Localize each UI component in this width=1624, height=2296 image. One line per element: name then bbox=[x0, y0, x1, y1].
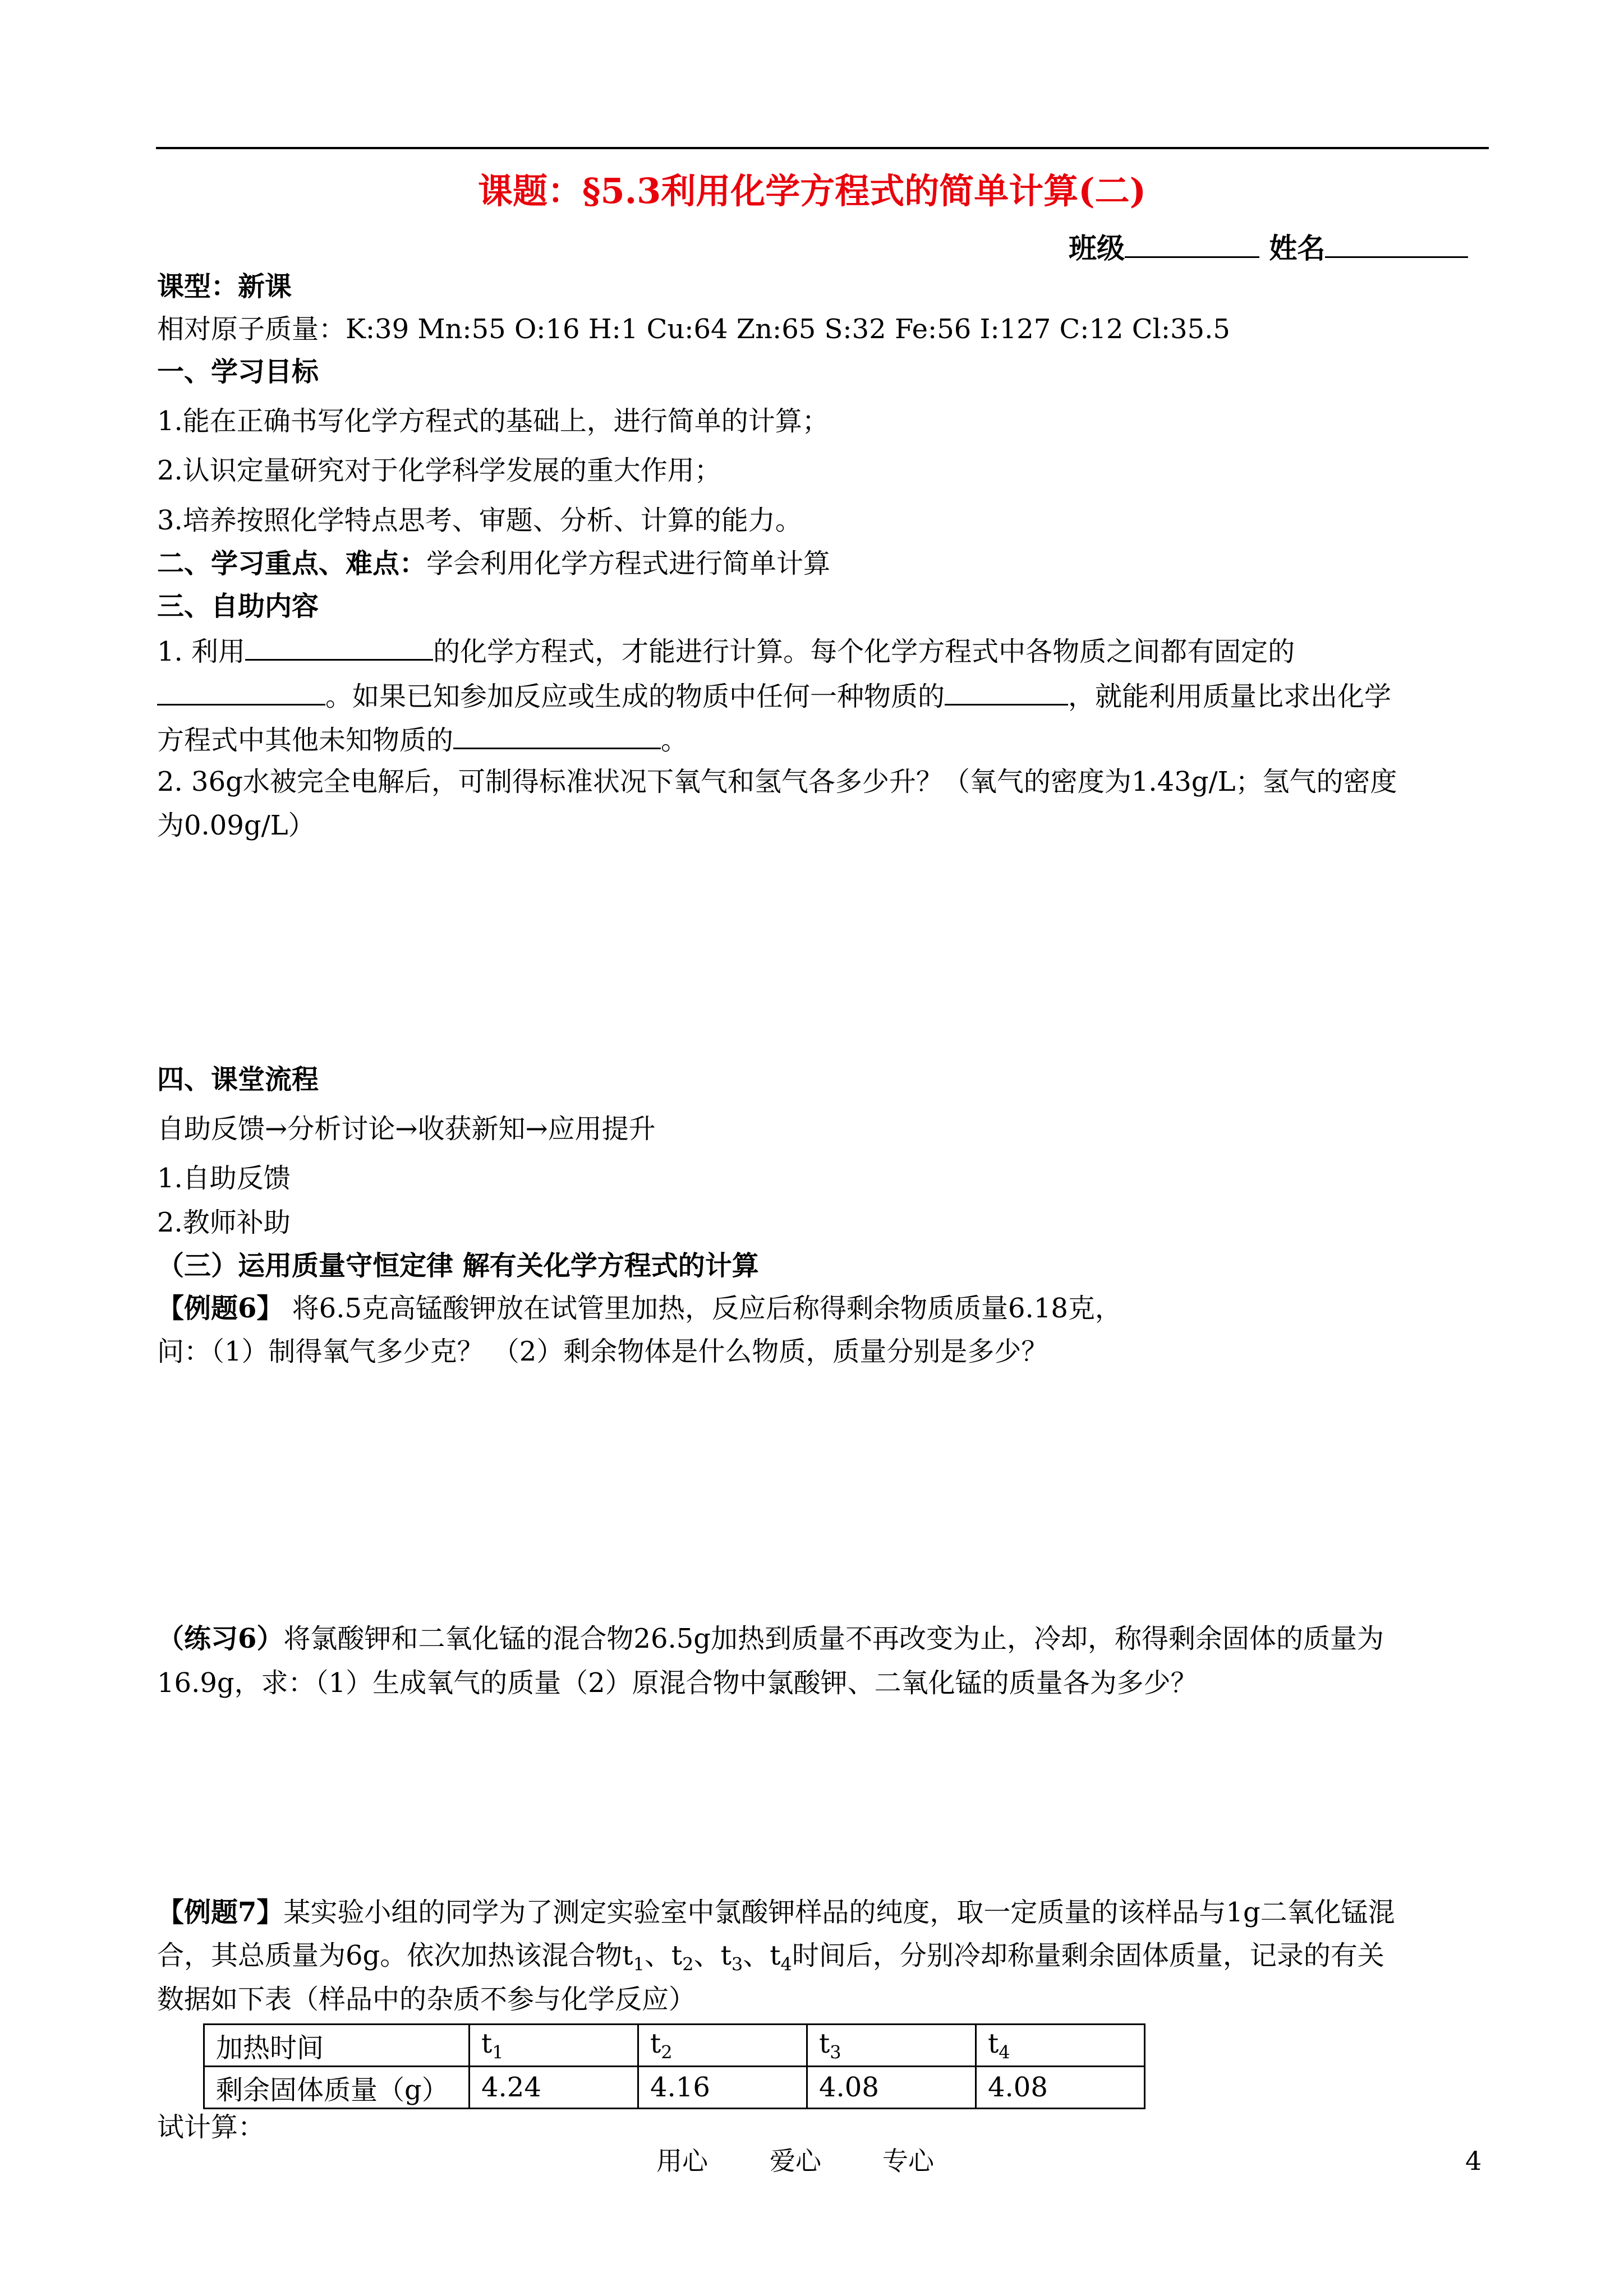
q1-text-e: 方程式中其他未知物质的 bbox=[157, 725, 454, 756]
goal-item-3: 3.培养按照化学特点思考、审题、分析、计算的能力。 bbox=[157, 505, 802, 536]
q1-line3 bbox=[157, 718, 688, 760]
table-cell-row1-label: 加热时间 bbox=[204, 2025, 470, 2067]
example7-text-b: 时间后，分别冷却称量剩余固体质量，记录的有关 bbox=[792, 1940, 1384, 1971]
q1-blank-1 bbox=[245, 630, 433, 661]
q1-text-a: 1. 利用 bbox=[157, 636, 246, 667]
example7-line1 bbox=[157, 1893, 1395, 1932]
example7-line3: 数据如下表（样品中的杂质不参与化学反应） bbox=[157, 1984, 696, 2015]
example7-text: 某实验小组的同学为了测定实验室中氯酸钾样品的纯度，取一定质量的该样品与1g二氧化锰混 bbox=[283, 1897, 1395, 1928]
q1-line2 bbox=[157, 675, 1391, 716]
table-cell-row2-label: 剩余固体质量（g） bbox=[204, 2067, 470, 2109]
name-blank bbox=[1325, 227, 1468, 258]
flow-step-2: 2.教师补助 bbox=[157, 1207, 291, 1238]
page-title: 课题：§5.3利用化学方程式的简单计算(二) bbox=[478, 170, 1146, 211]
practice6-line1 bbox=[157, 1619, 1384, 1658]
flow-step-1: 1.自助反馈 bbox=[157, 1163, 291, 1194]
example6-line2: 问：（1）制得氧气多少克？ （2）剩余物体是什么物质，质量分别是多少？ bbox=[157, 1336, 1048, 1367]
q1-blank-4 bbox=[453, 718, 661, 749]
heating-data-table bbox=[203, 2023, 1145, 2109]
header-rule bbox=[156, 147, 1489, 149]
table-cell-t1: $t_1$ bbox=[470, 2025, 638, 2067]
t2-sub: 2 bbox=[682, 1953, 694, 1975]
class-blank bbox=[1125, 227, 1259, 258]
t4-sub: 4 bbox=[780, 1953, 792, 1975]
example7-text-a: 合，其总质量为6g。依次加热该混合物t bbox=[157, 1940, 633, 1971]
t3-sub: 3 bbox=[731, 1953, 743, 1975]
q2-line1: 2. 36g水被完全电解后，可制得标准状况下氧气和氢气各多少升？（氧气的密度为1.43g/L；氢气的密度 bbox=[157, 766, 1397, 797]
q1-line1 bbox=[157, 630, 1295, 671]
table-cell-t4: $t_4$ bbox=[976, 2025, 1145, 2067]
goal-item-2: 2.认识定量研究对于化学科学发展的重大作用； bbox=[157, 455, 721, 486]
section2-line bbox=[157, 544, 830, 583]
t1-sub: 1 bbox=[633, 1953, 645, 1975]
class-label: 班级 bbox=[1069, 232, 1125, 265]
section1-heading: 一、学习目标 bbox=[157, 356, 319, 388]
section2-heading: 二、学习重点、难点： bbox=[157, 548, 427, 579]
table-cell-mass-4: 4.08 bbox=[976, 2067, 1145, 2109]
q1-text-f: 。 bbox=[661, 725, 688, 756]
example6-text: 将6.5克高锰酸钾放在试管里加热，反应后称得剩余物质质量6.18克， bbox=[283, 1293, 1122, 1324]
practice6-label: （练习6） bbox=[157, 1623, 284, 1654]
footer-motto-3: 专心 bbox=[882, 2146, 934, 2176]
footer-motto-2: 爱心 bbox=[770, 2146, 821, 2176]
table-cell-t3: $t_3$ bbox=[807, 2025, 976, 2067]
table-cell-mass-3: 4.08 bbox=[807, 2067, 976, 2109]
table-row bbox=[204, 2067, 1145, 2109]
atomic-masses: 相对原子质量：K:39 Mn:55 O:16 H:1 Cu:64 Zn:65 S:32 Fe:56 I:127 C:12 Cl:35.5 bbox=[157, 313, 1230, 345]
practice6-text: 将氯酸钾和二氧化锰的混合物26.5g加热到质量不再改变为止，冷却，称得剩余固体的质量为 bbox=[283, 1623, 1384, 1654]
q1-text-d: ，就能利用质量比求出化学 bbox=[1068, 681, 1392, 712]
practice6-line2: 16.9g，求：（1）生成氧气的质量（2）原混合物中氯酸钾、二氧化锰的质量各为多少？ bbox=[157, 1667, 1198, 1699]
table-cell-mass-1: 4.24 bbox=[470, 2067, 638, 2109]
q1-blank-3 bbox=[945, 675, 1068, 706]
q1-text-c: 。如果已知参加反应或生成的物质中任何一种物质的 bbox=[325, 681, 945, 712]
table-row bbox=[204, 2025, 1145, 2067]
goal-item-1: 1.能在正确书写化学方程式的基础上，进行简单的计算； bbox=[157, 405, 829, 437]
try-calc: 试计算： bbox=[157, 2111, 265, 2143]
lesson-type: 课型：新课 bbox=[157, 271, 292, 302]
footer-motto-1: 用心 bbox=[656, 2146, 708, 2176]
q2-line2: 为0.09g/L） bbox=[157, 810, 315, 841]
name-label: 姓名 bbox=[1269, 232, 1326, 265]
section4-heading: 四、课堂流程 bbox=[157, 1064, 319, 1095]
q1-text-b: 的化学方程式，才能进行计算。每个化学方程式中各物质之间都有固定的 bbox=[433, 636, 1295, 667]
page-number: 4 bbox=[1465, 2146, 1482, 2176]
example7-line2: 合，其总质量为6g。依次加热该混合物$t_1$、$t_2$、$t_3$、$t_4$时间后，分别冷却称量剩余固体质量，记录的有关 bbox=[157, 1940, 1384, 1975]
table-cell-mass-2: 4.16 bbox=[638, 2067, 807, 2109]
q1-blank-2 bbox=[157, 675, 325, 706]
example6-label: 【例题6】 bbox=[157, 1293, 284, 1324]
section4-subheading: （三）运用质量守恒定律 解有关化学方程式的计算 bbox=[157, 1250, 759, 1281]
section3-heading: 三、自助内容 bbox=[157, 591, 319, 622]
example6-line1 bbox=[157, 1289, 1122, 1328]
class-name-line bbox=[1069, 227, 1468, 268]
example7-label: 【例题7】 bbox=[157, 1897, 284, 1928]
class-flow: 自助反馈→分析讨论→收获新知→应用提升 bbox=[157, 1113, 656, 1145]
section2-text: 学会利用化学方程式进行简单计算 bbox=[426, 548, 831, 579]
table-cell-t2: $t_2$ bbox=[638, 2025, 807, 2067]
